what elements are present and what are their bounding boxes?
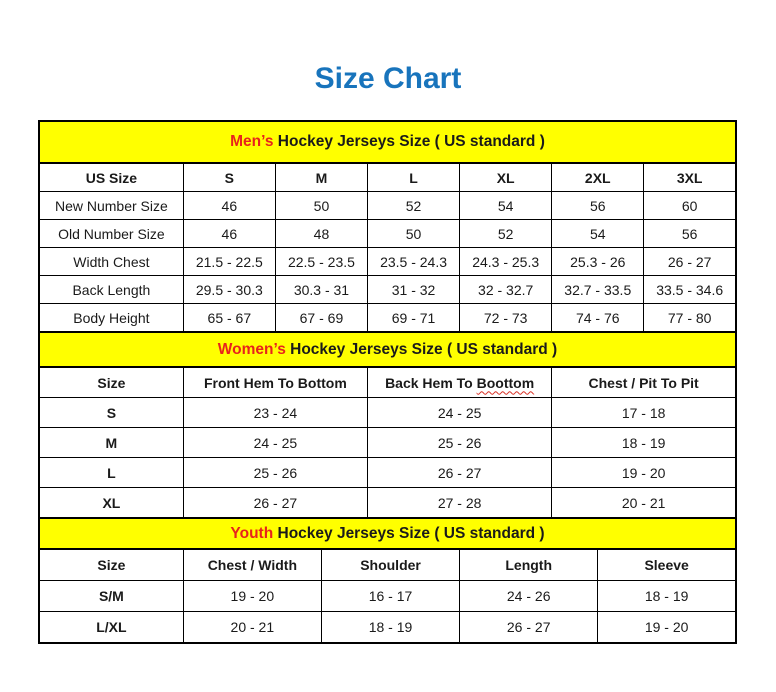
- size-value: 22.5 - 23.5: [275, 248, 367, 276]
- size-value: 54: [460, 192, 552, 220]
- size-value: 25 - 26: [368, 428, 552, 458]
- table-row-body-height: [39, 304, 736, 333]
- table-row-new-number-size: [39, 192, 736, 220]
- row-label: S/M: [39, 581, 183, 612]
- size-value: 23.5 - 24.3: [368, 248, 460, 276]
- table-row-back-length: [39, 276, 736, 304]
- size-value: 56: [644, 220, 736, 248]
- size-value: 69 - 71: [368, 304, 460, 333]
- column-header-3xl: 3XL: [644, 163, 736, 192]
- size-value: 31 - 32: [368, 276, 460, 304]
- size-value: 26 - 27: [183, 488, 367, 519]
- mens-size-table: [38, 120, 737, 333]
- back-hem-label-prefix: Back Hem To: [385, 374, 477, 391]
- size-value: 33.5 - 34.6: [644, 276, 736, 304]
- size-value: 19 - 20: [183, 581, 321, 612]
- table-row-women-m: [39, 428, 736, 458]
- size-value: 65 - 67: [183, 304, 275, 333]
- column-header-size: Size: [39, 549, 183, 581]
- size-chart-tables: [38, 120, 737, 644]
- size-value: 26 - 27: [460, 612, 598, 644]
- mens-header-row: [39, 163, 736, 192]
- size-value: 18 - 19: [598, 581, 736, 612]
- row-label: Back Length: [39, 276, 183, 304]
- column-header-length: Length: [460, 549, 598, 581]
- youth-title-rest: Hockey Jerseys Size ( US standard ): [273, 524, 545, 542]
- row-label: L: [39, 458, 183, 488]
- table-row-women-xl: [39, 488, 736, 519]
- table-row-old-number-size: [39, 220, 736, 248]
- size-value: 32.7 - 33.5: [552, 276, 644, 304]
- size-value: 23 - 24: [183, 398, 367, 428]
- womens-table-title: [39, 332, 736, 367]
- size-value: 20 - 21: [183, 612, 321, 644]
- size-value: 16 - 17: [321, 581, 459, 612]
- size-value: 25.3 - 26: [552, 248, 644, 276]
- size-value: 48: [275, 220, 367, 248]
- womens-size-table: [38, 331, 737, 519]
- column-header-chest-pit: Chest / Pit To Pit: [552, 367, 736, 398]
- size-value: 27 - 28: [368, 488, 552, 519]
- row-label: S: [39, 398, 183, 428]
- table-row-youth-sm: [39, 581, 736, 612]
- size-value: 46: [183, 192, 275, 220]
- size-value: 18 - 19: [321, 612, 459, 644]
- size-value: 67 - 69: [275, 304, 367, 333]
- size-value: 20 - 21: [552, 488, 736, 519]
- size-value: 50: [275, 192, 367, 220]
- mens-band-row: [39, 121, 736, 163]
- womens-title-highlight: Women’s: [217, 340, 286, 358]
- size-value: 24 - 25: [183, 428, 367, 458]
- column-header-shoulder: Shoulder: [321, 549, 459, 581]
- column-header-m: M: [275, 163, 367, 192]
- size-value: 46: [183, 220, 275, 248]
- size-value: 60: [644, 192, 736, 220]
- youth-table-title: [39, 518, 736, 549]
- table-row-youth-lxl: [39, 612, 736, 644]
- size-value: 74 - 76: [552, 304, 644, 333]
- youth-title-highlight: Youth: [230, 524, 274, 542]
- row-label: New Number Size: [39, 192, 183, 220]
- size-value: 29.5 - 30.3: [183, 276, 275, 304]
- size-value: 54: [552, 220, 644, 248]
- column-header-back-hem: [368, 367, 552, 398]
- column-header-xl: XL: [460, 163, 552, 192]
- column-header-s: S: [183, 163, 275, 192]
- mens-table-title: [39, 121, 736, 163]
- size-value: 24 - 26: [460, 581, 598, 612]
- size-value: 26 - 27: [644, 248, 736, 276]
- row-label: Body Height: [39, 304, 183, 333]
- womens-band-row: [39, 332, 736, 367]
- size-value: 24.3 - 25.3: [460, 248, 552, 276]
- womens-header-row: [39, 367, 736, 398]
- row-label: XL: [39, 488, 183, 519]
- youth-band-row: [39, 518, 736, 549]
- column-header-chest-width: Chest / Width: [183, 549, 321, 581]
- size-value: 52: [368, 192, 460, 220]
- row-label: Width Chest: [39, 248, 183, 276]
- size-value: 17 - 18: [552, 398, 736, 428]
- size-value: 24 - 25: [368, 398, 552, 428]
- page-title: Size Chart: [314, 62, 462, 95]
- size-value: 19 - 20: [552, 458, 736, 488]
- row-label: Old Number Size: [39, 220, 183, 248]
- size-value: 18 - 19: [552, 428, 736, 458]
- column-header-front-hem: Front Hem To Bottom: [183, 367, 367, 398]
- column-header-sleeve: Sleeve: [598, 549, 736, 581]
- column-header-l: L: [368, 163, 460, 192]
- size-value: 32 - 32.7: [460, 276, 552, 304]
- youth-header-row: [39, 549, 736, 581]
- table-row-women-s: [39, 398, 736, 428]
- size-value: 56: [552, 192, 644, 220]
- table-row-women-l: [39, 458, 736, 488]
- size-value: 21.5 - 22.5: [183, 248, 275, 276]
- column-header-us-size: US Size: [39, 163, 183, 192]
- size-value: 52: [460, 220, 552, 248]
- size-value: 25 - 26: [183, 458, 367, 488]
- table-row-width-chest: [39, 248, 736, 276]
- mens-title-highlight: Men’s: [230, 133, 274, 150]
- column-header-2xl: 2XL: [552, 163, 644, 192]
- row-label: M: [39, 428, 183, 458]
- mens-title-rest: Hockey Jerseys Size ( US standard ): [273, 133, 545, 150]
- size-value: 26 - 27: [368, 458, 552, 488]
- size-value: 50: [368, 220, 460, 248]
- size-value: 77 - 80: [644, 304, 736, 333]
- row-label: L/XL: [39, 612, 183, 644]
- column-header-size: Size: [39, 367, 183, 398]
- size-value: 30.3 - 31: [275, 276, 367, 304]
- size-value: 19 - 20: [598, 612, 736, 644]
- misspelled-word-squiggle: Boottom: [476, 374, 535, 391]
- size-value: 72 - 73: [460, 304, 552, 333]
- youth-size-table: [38, 517, 737, 644]
- womens-title-rest: Hockey Jerseys Size ( US standard ): [285, 340, 558, 358]
